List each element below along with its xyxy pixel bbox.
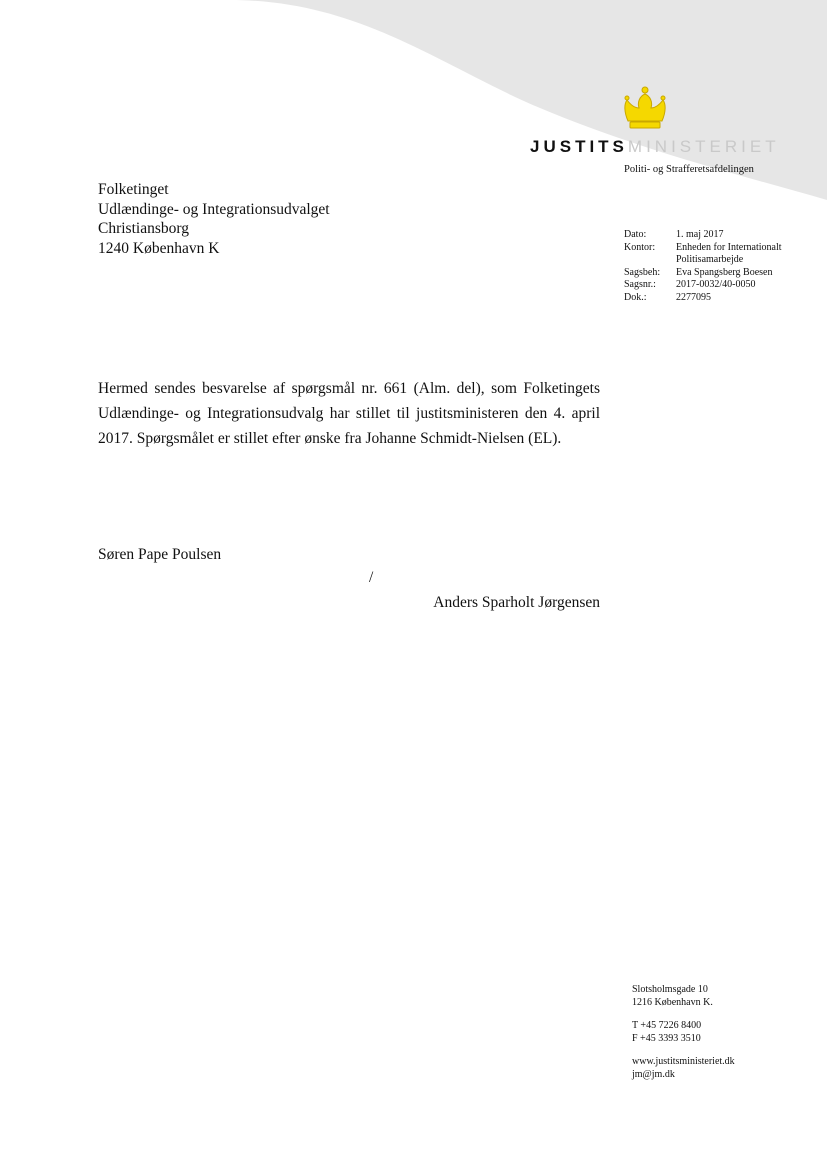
case-metadata [624, 229, 802, 304]
meta-row-handler [624, 267, 802, 280]
meta-value: 2277095 [676, 291, 711, 303]
department-name: Politi- og Strafferetsafdelingen [624, 164, 754, 175]
recipient-address [98, 180, 330, 258]
ministry-logo [530, 137, 780, 159]
meta-value: 1. maj 2017 [676, 229, 724, 240]
footer-contact [632, 984, 735, 1081]
footer-fax: F +45 3393 3510 [632, 1032, 701, 1044]
meta-label: Sagsbeh: [624, 266, 661, 278]
meta-row-case-number [624, 279, 802, 292]
signature-minister: Søren Pape Poulsen [98, 546, 222, 563]
logo-light-text: MINISTERIET [627, 137, 780, 156]
crown-icon [618, 86, 672, 130]
footer-web: www.justitsministeriet.dk [632, 1056, 735, 1067]
footer-email: jm@jm.dk [632, 1068, 675, 1080]
footer-spacer [632, 1009, 735, 1020]
signature-separator: / [369, 569, 374, 586]
meta-row-date [624, 229, 802, 242]
meta-value: Eva Spangsberg Boesen [676, 266, 773, 278]
meta-label: Sagsnr.: [624, 279, 656, 290]
footer-phone: T +45 7226 8400 [632, 1020, 702, 1031]
signature-official: Anders Sparholt Jørgensen [433, 594, 600, 611]
meta-label: Dok.: [624, 291, 647, 303]
recipient-line: Christiansborg [98, 220, 189, 237]
footer-spacer [632, 1045, 735, 1056]
footer-city: 1216 København K. [632, 996, 713, 1008]
recipient-line: Folketinget [98, 181, 169, 198]
recipient-line: Udlændinge- og Integrationsudvalget [98, 200, 330, 218]
footer-street: Slotsholmsgade 10 [632, 984, 708, 995]
meta-label: Kontor: [624, 241, 656, 253]
recipient-line: 1240 København K [98, 239, 220, 257]
meta-value: 2017-0032/40-0050 [676, 279, 756, 290]
meta-value: Enheden for Internationalt Politisamarbejde [676, 241, 782, 265]
meta-row-document [624, 292, 802, 305]
meta-label: Dato: [624, 229, 647, 240]
meta-row-office [624, 242, 802, 267]
letter-body: Hermed sendes besvarelse af spørgsmål nr. 661 (Alm. del), som Folketingets Udlændinge- og Integrationsudvalg har stillet til justitsministeren den 4. april 2017. Spørgsmålet er stillet efter ønske fra Johanne Schmidt-Nielsen (EL). [98, 380, 600, 447]
logo-bold-text: JUSTITS [530, 137, 628, 156]
